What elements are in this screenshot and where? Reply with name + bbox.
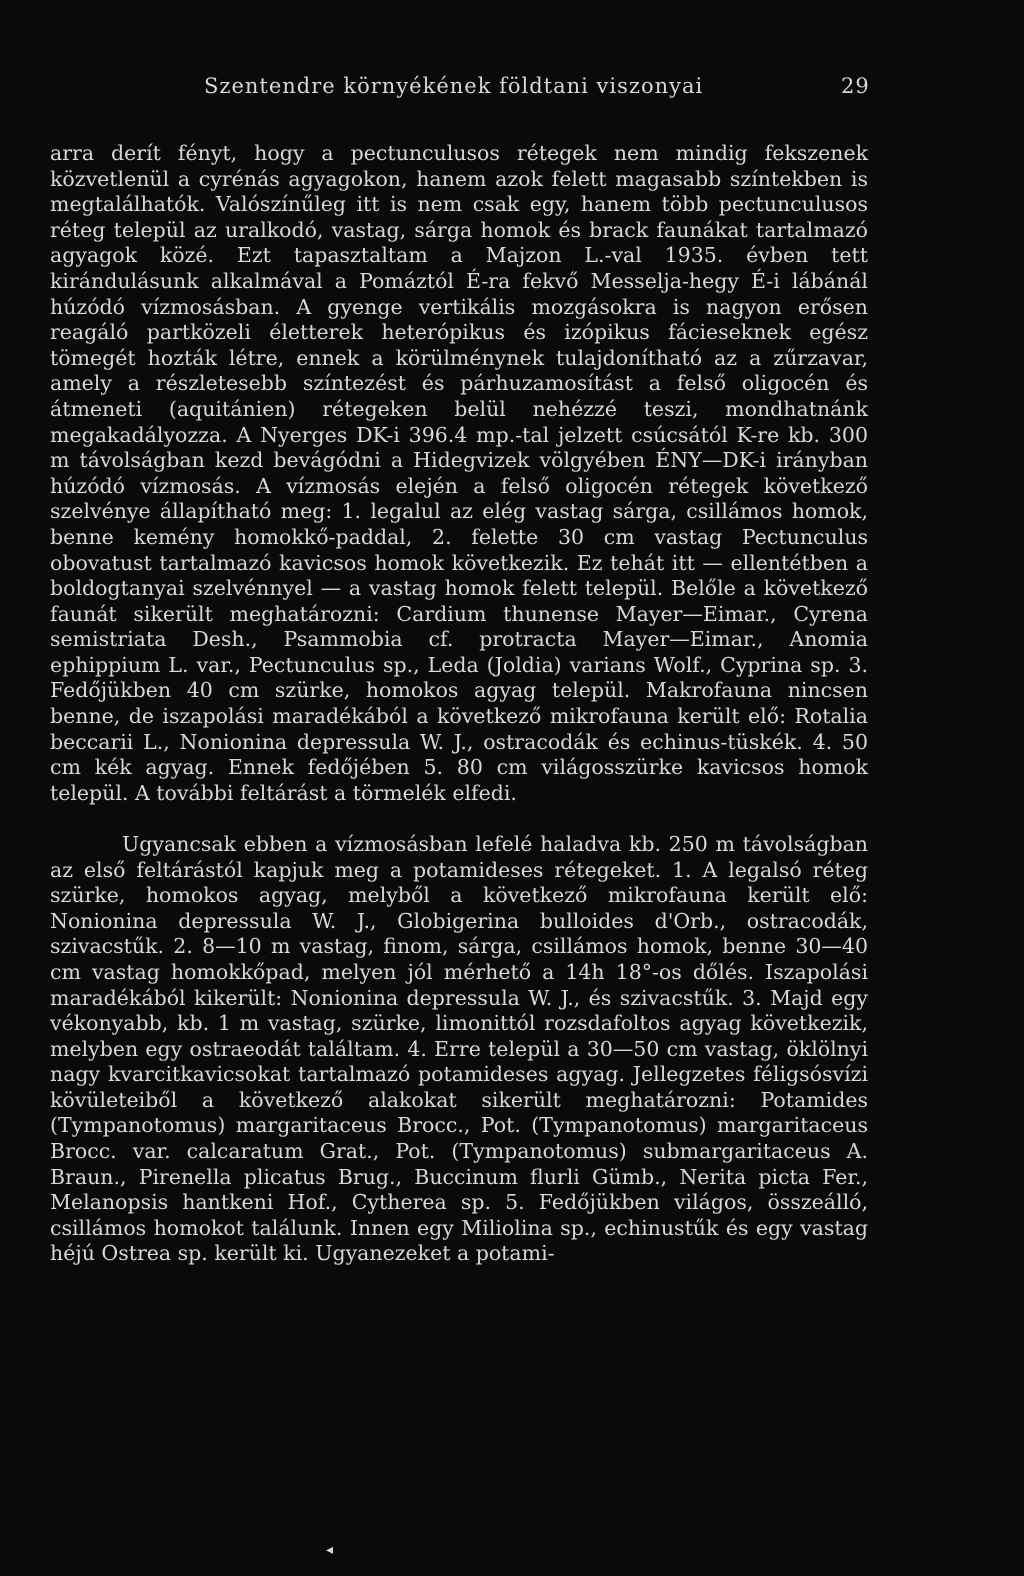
footer-mark: ◂ (326, 1542, 334, 1558)
body-text (50, 141, 868, 1267)
paragraph-1: arra derít fényt, hogy a pectunculusos rétegek nem mindig fekszenek közvetlenül a cyrénás agyagokon, hanem azok felett magasabb színtekben is megtalálhatók. Valószínűleg itt is nem csak egy, hanem több pectunculusos réteg települ az uralkodó, vastag, sárga homok és brack faunákat tartalmazó agyagok közé. Ezt tapasztaltam a Majzon L.-val 1935. évben tett kirándulásunk alkalmával a Pomáztól É-ra fekvő Messelja-hegy É-i lábánál húzódó vízmosásban. A gyenge vertikális mozgásokra is nagyon erősen reagáló partközeli életterek heterópikus és izópikus fácieseknek egész tömegét hozták létre, ennek a körülménynek tulajdonítható az a zűrzavar, amely a részletesebb színtezést és párhuzamosítást a felső oligocén és átmeneti (aquitánien) rétegeken belül nehézzé teszi, mondhatnánk megakadályozza. A Nyerges DK-i 396.4 mp.-tal jelzett csúcsától K-re kb. 300 m távolságban kezd bevágódni a Hidegvizek völgyében ÉNY—DK-i irányban húzódó vízmosás. A vízmosás elején a felső oligocén rétegek következő szelvénye állapítható meg: 1. legalul az elég vastag sárga, csillámos homok, benne kemény homokkő-paddal, 2. felette 30 cm vastag Pectunculus obovatust tartalmazó kavicsos homok következik. Ez tehát itt — ellentétben a boldogtanyai szelvénnyel — a vastag homok felett települ. Belőle a következő faunát sikerült meghatározni: Cardium thunense Mayer—Eimar., Cyrena semistriata Desh., Psammobia cf. protracta Mayer—Eimar., Anomia ephippium L. var., Pectunculus sp., Leda (Joldia) varians Wolf., Cyprina sp. 3. Fedőjükben 40 cm szürke, homokos agyag települ. Makrofauna nincsen benne, de iszapolási maradékából a következő mikrofauna került elő: Rotalia beccarii L., Nonionina depressula W. J., ostracodák és echinus-tüskék. 4. 50 cm kék agyag. Ennek fedőjében 5. 80 cm világosszürke kavicsos homok települ. A további feltárást a törmelék elfedi. (50, 141, 868, 805)
header-title: Szentendre környékének földtani viszonyai (204, 74, 704, 98)
page-number: 29 (841, 74, 870, 98)
paragraph-2: Ugyancsak ebben a vízmosásban lefelé haladva kb. 250 m távolságban az első feltárástól kapjuk meg a potamideses rétegeket. 1. A legalsó réteg szürke, homokos agyag, melyből a következő mikrofauna került elő: Nonionina depressula W. J., Globigerina bulloides d'Orb., ostracodák, szivacstűk. 2. 8—10 m vastag, finom, sárga, csillámos homok, benne 30—40 cm vastag homokkőpad, melyen jól mérhető a 14h 18°-os dőlés. Iszapolási maradékából kikerült: Nonionina depressula W. J., és szivacstűk. 3. Majd egy vékonyabb, kb. 1 m vastag, szürke, limonittól rozsdafoltos agyag következik, melyben egy ostraeodát találtam. 4. Erre települ a 30—50 cm vastag, öklölnyi nagy kvarcitkavicsokat tartalmazó potamideses agyag. Jellegzetes féligsósvízi kövületeiből a következő alakokat sikerült meghatározni: Potamides (Tympanotomus) margaritaceus Brocc., Pot. (Tympanotomus) margaritaceus Brocc. var. calcaratum Grat., Pot. (Tympanotomus) submargaritaceus A. Braun., Pirenella plicatus Brug., Buccinum flurli Gümb., Nerita picta Fer., Melanopsis hantkeni Hof., Cytherea sp. 5. Fedőjükben világos, összeálló, csillámos homokot találunk. Innen egy Miliolina sp., echinustűk és egy vastag héjú Ostrea sp. került ki. Ugyanezeket a potami- (50, 831, 868, 1266)
